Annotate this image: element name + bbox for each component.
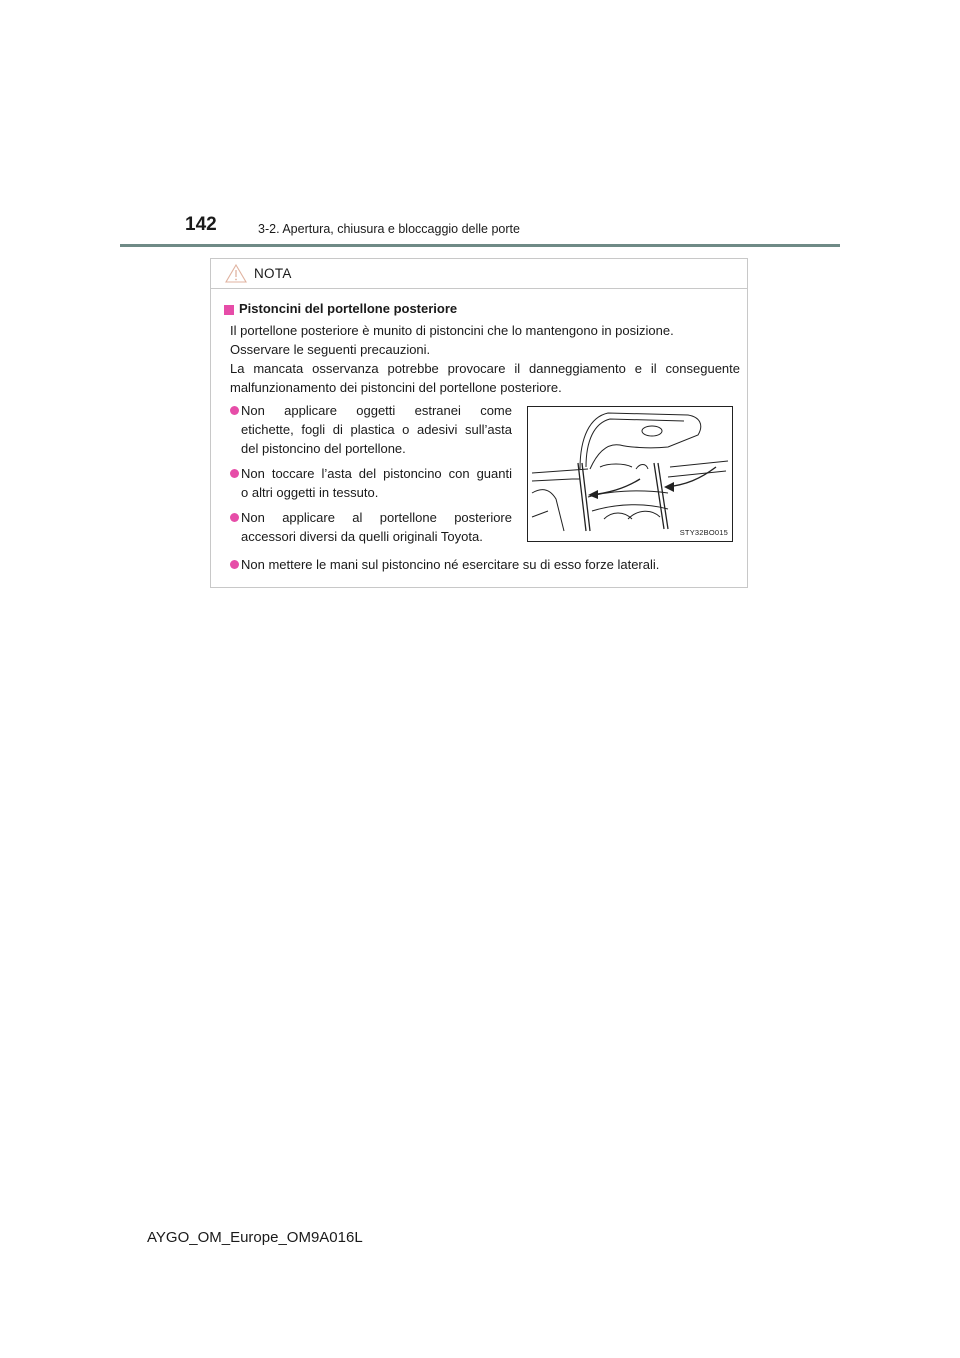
list-item-line: Non toccare l’asta del pistoncino con guanti xyxy=(241,466,512,481)
notice-label: NOTA xyxy=(254,266,292,281)
list-item-line: Non applicare oggetti estranei come xyxy=(241,403,512,418)
list-item xyxy=(230,555,740,574)
paragraph-line: Osservare le seguenti precauzioni. xyxy=(230,342,431,357)
footer-doc-code: AYGO_OM_Europe_OM9A016L xyxy=(147,1229,363,1246)
bullet-dot-icon xyxy=(230,406,239,415)
list-item-line: o altri oggetti in tessuto. xyxy=(241,485,379,500)
precaution-list xyxy=(230,401,512,552)
list-item-line: del pistoncino del portellone. xyxy=(241,441,406,456)
list-item-text: Non mettere le mani sul pistoncino né esercitare su di esso forze laterali. xyxy=(241,557,660,572)
tailgate-drawing xyxy=(528,407,733,542)
bullet-dot-icon xyxy=(230,560,239,569)
figure-code: STY32BO015 xyxy=(679,528,728,537)
list-item-line: accessori diversi da quelli originali Toyota. xyxy=(241,529,483,544)
list-item-line: etichette, fogli di plastica o adesivi sull’asta xyxy=(241,422,512,437)
warning-triangle-icon xyxy=(225,264,247,283)
header-divider xyxy=(120,244,840,247)
list-item xyxy=(230,508,512,546)
notice-header xyxy=(211,259,747,289)
tailgate-strut-illustration xyxy=(527,406,733,542)
bullet-dot-icon xyxy=(230,469,239,478)
square-bullet-icon xyxy=(224,305,234,315)
list-item xyxy=(230,464,512,502)
notice-paragraph xyxy=(230,321,740,397)
list-item xyxy=(230,401,512,458)
notice-box xyxy=(210,258,748,588)
notice-heading: Pistoncini del portellone posteriore xyxy=(239,301,458,316)
page-number: 142 xyxy=(185,214,217,235)
list-item-line: Non applicare al portellone posteriore xyxy=(241,510,512,525)
paragraph-line: La mancata osservanza potrebbe provocare il danneggiamento e il conseguente xyxy=(230,361,740,376)
paragraph-line: Il portellone posteriore è munito di pistoncini che lo mantengono in posizione. xyxy=(230,323,674,338)
paragraph-line: malfunzionamento dei pistoncini del portellone posteriore. xyxy=(230,380,562,395)
bullet-dot-icon xyxy=(230,513,239,522)
section-title: 3-2. Apertura, chiusura e bloccaggio delle porte xyxy=(258,222,520,236)
